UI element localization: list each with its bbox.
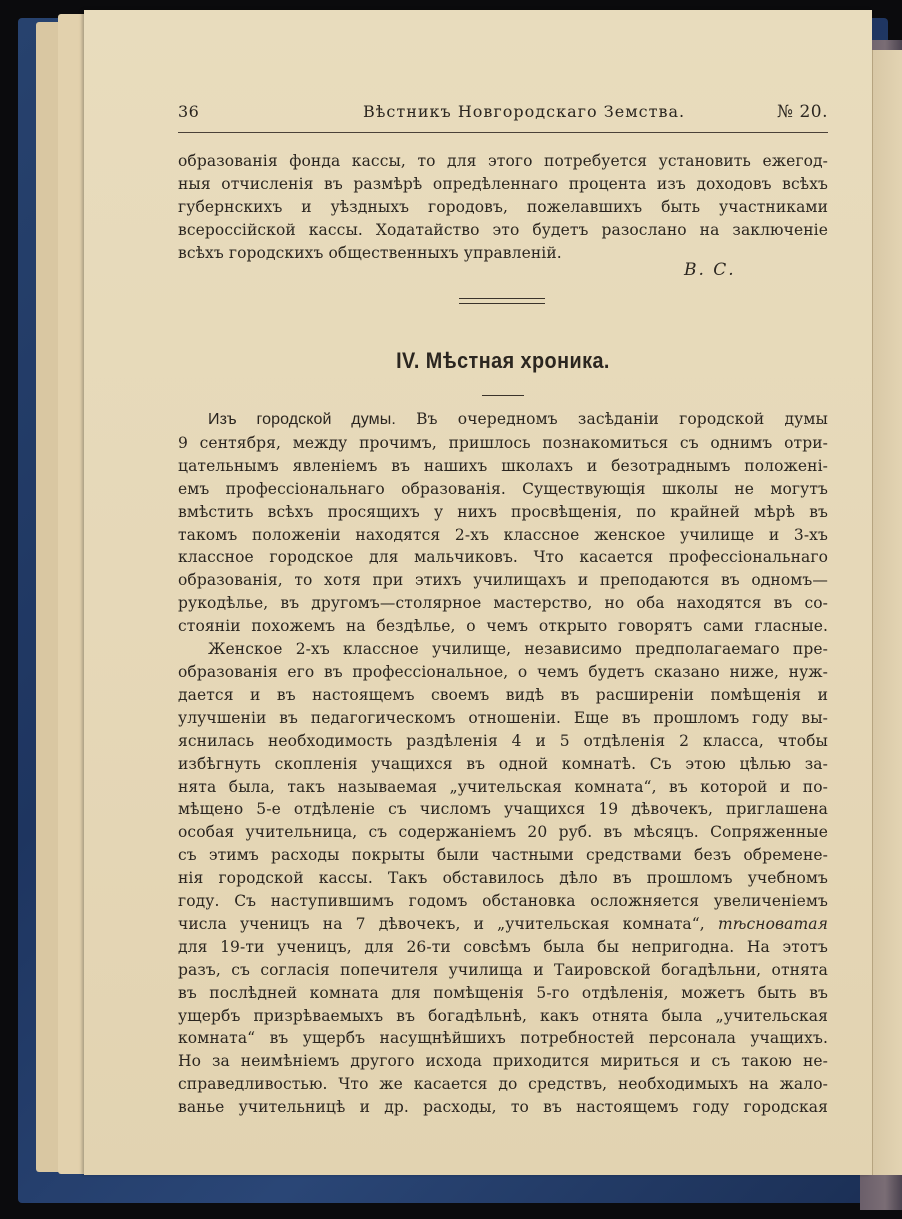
text-line: дается и въ настоящемъ своемъ видѣ въ расширеніи помѣщенія и xyxy=(178,685,828,704)
text-line: такомъ положеніи находятся 2-хъ классное женское училище и 3-хъ xyxy=(178,525,828,544)
text-line: Но за неимѣніемъ другого исхода приходится мириться и съ такою не- xyxy=(178,1052,828,1071)
text-line: особая учительница, съ содержаніемъ 20 руб. въ мѣсяцъ. Сопряженные xyxy=(178,823,828,842)
intro-paragraph xyxy=(178,150,828,265)
italic-word: тѣсноватая xyxy=(717,914,828,933)
text-line: въ послѣдней комната для помѣщенія 5-го отдѣленія, можетъ быть въ xyxy=(178,983,828,1002)
text-line: нія городской кассы. Такъ обставилось дѣло въ прошломъ учебномъ xyxy=(178,869,828,888)
section-title: IV. Мѣстная хроника. xyxy=(396,348,610,373)
chronicle-text xyxy=(178,408,828,1119)
text-line: улучшеніи въ педагогическомъ отношеніи. Еще въ прошломъ году вы- xyxy=(178,708,828,727)
text-line: нята была, такъ называемая „учительская комната“, въ которой и по- xyxy=(178,777,828,796)
next-page-edge xyxy=(872,50,902,1175)
text-line: ныя отчисленія въ размѣрѣ опредѣленнаго процента изъ доходовъ всѣхъ xyxy=(178,174,828,193)
text-line: Женское 2-хъ классное училище, независимо предполагаемаго пре- xyxy=(208,640,828,659)
text-line: образованія, то хотя при этихъ училищахъ и преподаются въ одномъ— xyxy=(178,571,828,590)
text-line: образованія его въ профессіональное, о чемъ будетъ сказано ниже, нуж- xyxy=(178,662,828,681)
text-line: съ этимъ расходы покрыты были частными средствами безъ обремене- xyxy=(178,846,828,865)
text-line: году. Съ наступившимъ годомъ обстановка осложняется увеличеніемъ xyxy=(178,892,828,911)
journal-title: Вѣстникъ Новгородскаго Земства. xyxy=(363,102,686,121)
signature: В. С. xyxy=(684,260,736,280)
section-divider xyxy=(459,298,545,304)
text-line: классное городское для мальчиковъ. Что касается профессіональнаго xyxy=(178,548,828,567)
text-line: справедливостью. Что же касается до средствъ, необходимыхъ на жало- xyxy=(178,1075,828,1094)
text-line: Изъ городской думы. Въ очередномъ засѣданіи городской думы xyxy=(208,410,828,428)
text-line: ущербъ призрѣваемыхъ въ богадѣльнѣ, какъ отнята была „учительская xyxy=(178,1006,828,1025)
text-line: 9 сентября, между прочимъ, пришлось познакомиться съ однимъ отри- xyxy=(178,433,828,452)
lead-phrase: Изъ городской думы. xyxy=(208,411,396,428)
running-header xyxy=(178,102,828,133)
title-rule xyxy=(482,395,524,396)
issue-number: № 20. xyxy=(776,102,828,122)
text-line: образованія фонда кассы, то для этого потребуется установить ежегод- xyxy=(178,152,828,170)
text-line: яснилась необходимость раздѣленія 4 и 5 отдѣленія 2 класса, чтобы xyxy=(178,731,828,750)
text-line: всероссійской кассы. Ходатайство это будетъ разослано на заключеніе xyxy=(178,220,828,239)
text-line: ванье учительницѣ и др. расходы, то въ настоящемъ году городская xyxy=(178,1098,828,1117)
text-line: для 19-ти ученицъ, для 26-ти совсѣмъ была бы непригодна. На этотъ xyxy=(178,937,828,956)
text-line: рукодѣлье, въ другомъ—столярное мастерство, но оба находятся въ со- xyxy=(178,594,828,613)
text-line: комната“ въ ущербъ насущнѣйшихъ потребностей персонала учащихъ. xyxy=(178,1029,828,1048)
text-line: емъ профессіональнаго образованія. Существующія школы не могутъ xyxy=(178,479,828,498)
page-number: 36 xyxy=(178,102,200,121)
document-page xyxy=(84,10,872,1175)
text-line: вмѣстить всѣхъ просящихъ у нихъ просвѣщенія, по крайней мѣрѣ въ xyxy=(178,502,828,521)
text-line: стояніи похожемъ на бездѣлье, о чемъ открыто говорятъ сами гласные. xyxy=(178,617,828,636)
text-line: числа ученицъ на 7 дѣвочекъ, и „учительская комната“, тѣсноватая xyxy=(178,914,828,933)
text-line: цательнымъ явленіемъ въ нашихъ школахъ и безотраднымъ положені- xyxy=(178,456,828,475)
text-line: избѣгнуть скопленія учащихся въ одной комнатѣ. Съ этою цѣлью за- xyxy=(178,754,828,773)
text-line: всѣхъ городскихъ общественныхъ управленій. xyxy=(178,243,562,262)
text-line: мѣщено 5-е отдѣленіе съ числомъ учащихся 19 дѣвочекъ, приглашена xyxy=(178,800,828,819)
text-line: губернскихъ и уѣздныхъ городовъ, пожелавшихъ быть участниками xyxy=(178,197,828,216)
text-line: разъ, съ согласія попечителя училища и Таировской богадѣльни, отнята xyxy=(178,960,828,979)
